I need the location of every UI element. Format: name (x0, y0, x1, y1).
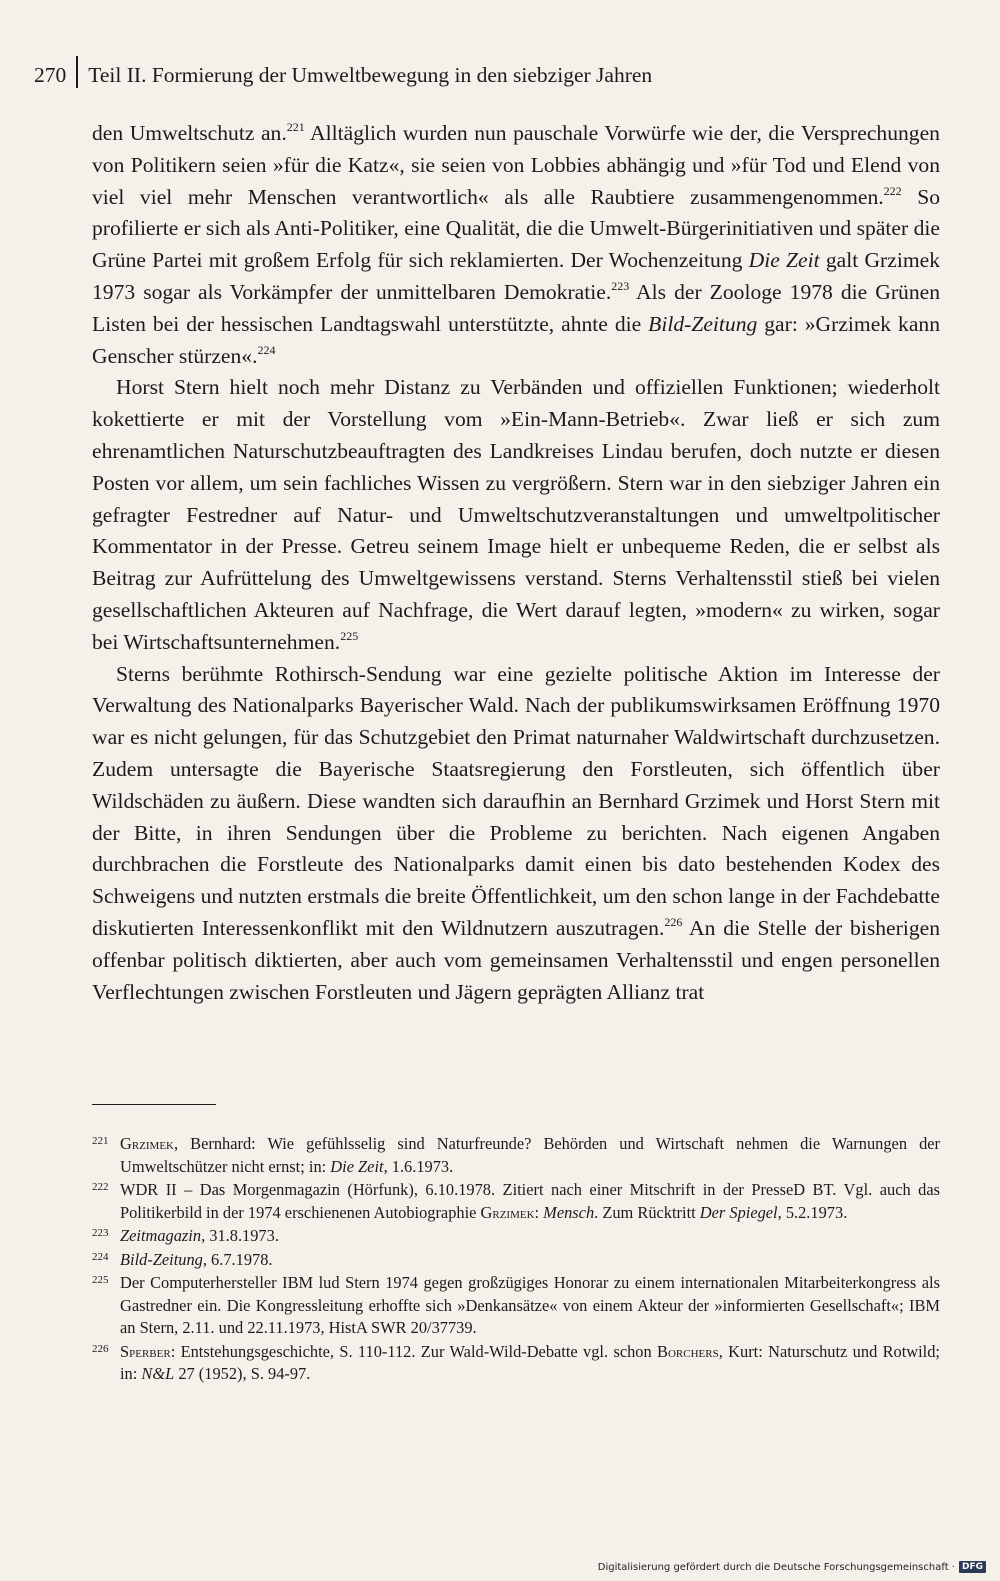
text-run: : Entstehungsgeschichte, S. 110-112. Zur Wald-Wild-Debatte vgl. schon (170, 1341, 658, 1361)
text-run: Horst Stern hielt noch mehr Distanz zu Verbänden und offiziellen Funktionen; wiederholt kokettierte er mit der Vorstellung vom »Ein-Mann-Betrieb«. Zwar ließ er sich zum ehrenamtlichen Naturschutzbeauftragten des Landkreises Lindau berufen, doch nutzte er diesen Posten vor allem, um sein fachliches Wissen zu vergrößern. Stern war in den siebziger Jahren ein gefragter Festredner auf Natur- und Umweltschutzveranstaltungen und umweltpolitischer Kommentator in der Presse. Getreu seinem Image hielt er unbequeme Reden, die er selbst als Beitrag zur Aufrüttelung des Umweltgewissens verstand. Sterns Verhaltensstil stieß bei vielen gesellschaftlichen Akteuren auf Nachfrage, die Wert darauf legten, »modern« zu wirken, sogar bei Wirtschaftsunternehmen. (92, 375, 940, 654)
footnote-ref: 223 (611, 278, 630, 293)
footnote-ref: 226 (664, 914, 683, 929)
footnote-224 (92, 1249, 940, 1272)
page-number: 270 (34, 63, 67, 87)
footnote-number: 226 (92, 1342, 109, 1355)
italic-run: Bild-Zeitung (120, 1249, 203, 1269)
small-caps-run: Grzimek (120, 1134, 174, 1153)
text-run: , 5.2.1973. (777, 1202, 848, 1222)
small-caps-run: Grzimek (480, 1202, 535, 1222)
running-title: Teil II. Formierung der Umweltbewegung in den siebziger Jahren (88, 63, 653, 87)
footnote-number: 221 (92, 1135, 109, 1147)
main-text (92, 118, 940, 1008)
footnote-221 (92, 1133, 940, 1178)
text-run: den Umweltschutz an. (92, 121, 287, 145)
text-run: , 31.8.1973. (201, 1226, 279, 1245)
footnote-ref: 222 (883, 183, 902, 198)
footnote-ref: 225 (340, 628, 359, 643)
italic-run: Mensch (543, 1202, 595, 1222)
small-caps-run: Sperber (120, 1341, 171, 1361)
footnote-222 (92, 1179, 940, 1224)
text-run: galt Grzimek 1973 sogar als Vorkämpfer der unmittelbaren Demokratie. (92, 248, 940, 304)
italic-run: Der Spiegel (699, 1202, 778, 1222)
footnote-separator (92, 1104, 216, 1105)
footnote-223 (92, 1225, 940, 1248)
text-run: An die Stelle der bisherigen offenbar politisch diktierten, aber auch vom gemeinsamen Verhaltensstil und engen personellen Verflechtungen zwischen Forstleuten und Jägern geprägten Allianz trat (92, 915, 940, 1004)
text-run: So profilierte er sich als Anti-Politiker, eine Qualität, die die Umwelt-Bürgerinitiativen und später die Grüne Partei mit großem Erfolg für sich reklamierten. Der Wochenzeitung (92, 184, 940, 273)
text-run: gar: »Grzimek kann Genscher stürzen«. (92, 311, 940, 368)
text-run: , Kurt: Naturschutz und Rotwild; in: (120, 1341, 940, 1383)
text-run: WDR II – Das Morgenmagazin (Hörfunk), 6.10.1978. Zitiert nach einer Mitschrift in der PresseD BT. Vgl. auch das Politikerbild in der 1974 erschienenen Autobiographie (120, 1180, 940, 1222)
text-run: Sterns berühmte Rothirsch-Sendung war eine gezielte politische Aktion im Interesse der Verwaltung des Nationalparks Bayerischer Wald. Nach der publikumswirksamen Eröffnung 1970 war es nicht gelungen, für das Schutzgebiet den Primat naturnaher Waldwirtschaft durchzusetzen. Zudem untersagte die Bayerische Staatsregierung den Forstleuten, sich öffentlich über Wildschäden zu äußern. Diese wandten sich daraufhin an Bernhard Grzimek und Horst Stern mit der Bitte, in ihren Sendungen über die Probleme zu berichten. Nach eigenen Angaben durchbrachen die Forstleute des Nationalparks damit einen bis dato bestehenden Kodex des Schweigens und nutzten erstmals die breite Öffentlichkeit, um den schon lange in der Fachdebatte diskutierten Interessenkonflikt mit den Wildnutzern auszutragen. (92, 661, 940, 940)
italic-run: Die Zeit (748, 248, 820, 273)
italic-run: N&L (141, 1364, 175, 1383)
footnotes (92, 1133, 940, 1387)
paragraph-3 (92, 659, 940, 1009)
footnote-number: 223 (92, 1227, 109, 1239)
dfg-logo-icon: DFG (959, 1561, 986, 1573)
footnote-number: 224 (92, 1250, 109, 1263)
credit-text: Digitalisierung gefördert durch die Deutsche Forschungsgemeinschaft · (597, 1561, 955, 1573)
footnote-225 (92, 1272, 940, 1340)
footnote-226 (92, 1341, 940, 1386)
text-run: 27 (1952), S. 94-97. (174, 1364, 311, 1383)
text-run: , Bernhard: Wie gefühlsselig sind Naturfreunde? Behörden und Wirtschaft nehmen die Warnungen der Umweltschützer nicht ernst; in: (120, 1134, 940, 1176)
italic-run: Bild-Zeitung (648, 311, 758, 336)
text-run: Der Computerhersteller IBM lud Stern 1974 gegen großzügiges Honorar zu einem internationalen Mitarbeiterkongress als Gastredner ein. Die Kongressleitung erhoffte sich »Denkansätze« von einem Akteur der »informierten Gesellschaft«; IBM an Stern, 2.11. und 22.11.1973, HistA SWR 20/37739. (120, 1273, 940, 1337)
paragraph-2 (92, 372, 940, 658)
footnote-ref: 224 (257, 342, 276, 357)
text-run: , 6.7.1978. (202, 1249, 273, 1269)
running-header (34, 56, 934, 91)
digitization-credit (598, 1561, 986, 1573)
italic-run: Zeitmagazin (120, 1226, 202, 1245)
footnote-number: 225 (92, 1274, 109, 1286)
text-run: Alltäglich wurden nun pauschale Vorwürfe wie der, die Versprechungen von Politikern seien »für die Katz«, sie seien von Lobbies abhängig und »für Tod und Elend von viel viel mehr Menschen verantwortlich« als alle Raubtiere zusammengenommen. (92, 121, 940, 209)
small-caps-run: Borchers (657, 1341, 719, 1361)
text-run: , 1.6.1973. (383, 1156, 454, 1176)
text-run: Als der Zoologe 1978 die Grünen Listen bei der hessischen Landtagswahl unterstützte, ahnte die (92, 279, 941, 336)
paragraph-1 (92, 118, 940, 372)
text-run: : (534, 1202, 544, 1222)
italic-run: Die Zeit (330, 1156, 384, 1176)
footnote-number: 222 (92, 1181, 109, 1193)
header-divider (76, 56, 78, 88)
footnote-ref: 221 (286, 120, 305, 134)
text-run: . Zum Rücktritt (594, 1202, 700, 1222)
